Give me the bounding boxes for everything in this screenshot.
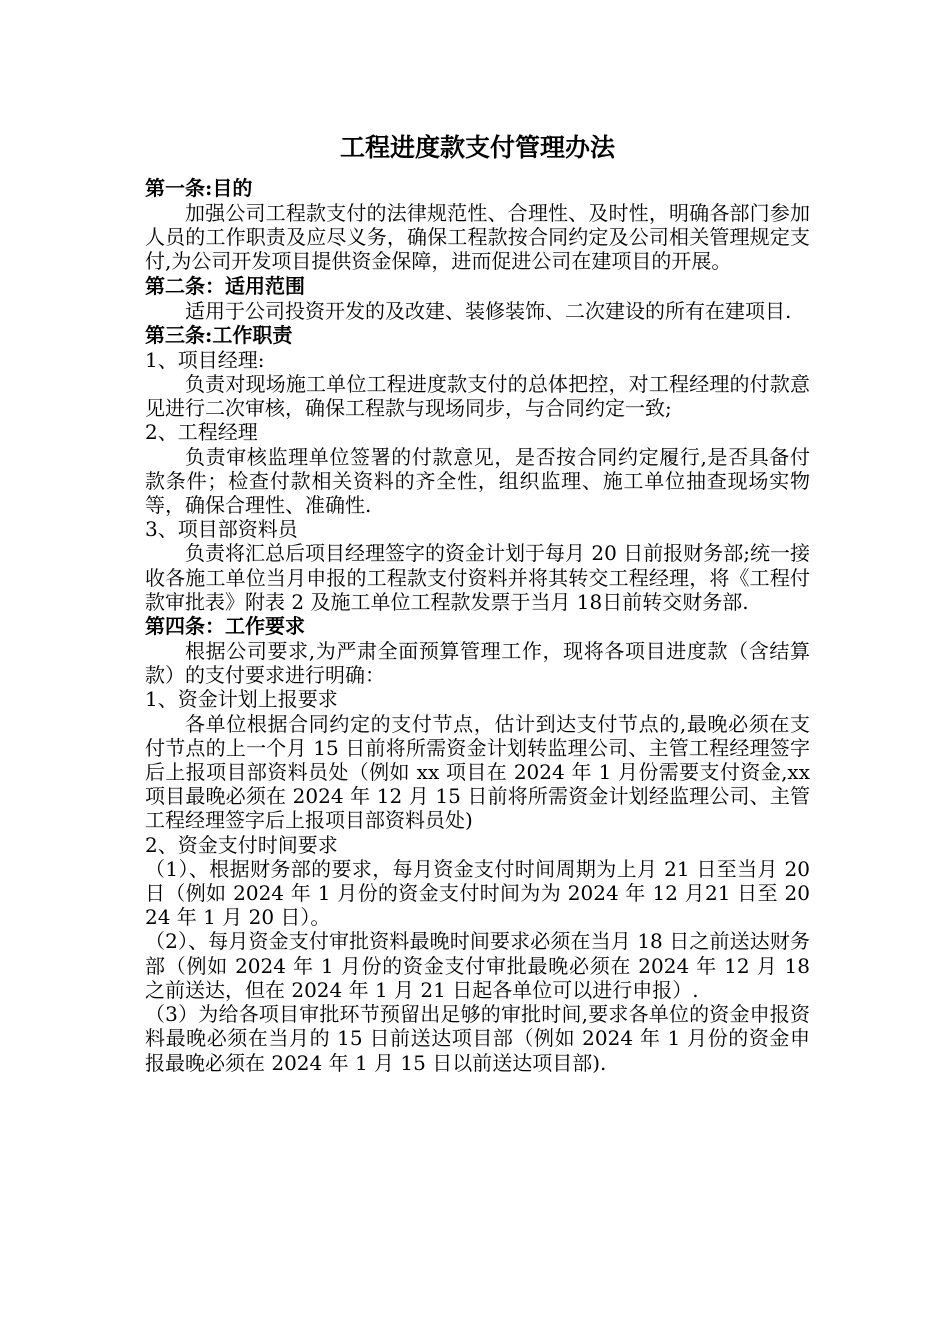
document-title: 工程进度款支付管理办法 — [339, 133, 615, 162]
section-4-heading: 第四条：工作要求 — [145, 614, 305, 639]
section-3-heading: 第三条:工作职责 — [145, 322, 293, 347]
section-3-item-3-text: 负责将汇总后项目经理签字的资金计划于每月 20 日前报财务部;统一接收各施工单位当月申报的工程款支付资料并将其转交工程经理，将《工程付款审批表》附表 2 及施工单位工程款发票于当月 18日前转交财务部. — [145, 541, 810, 614]
section-2-paragraph: 适用于公司投资开发的及改建、装修装饰、二次建设的所有在建项目. — [185, 298, 792, 323]
section-4-item-2-label: 2、资金支付时间要求 — [145, 832, 338, 857]
section-4-item-1-label: 1、资金计划上报要求 — [145, 687, 338, 712]
section-1-paragraph: 加强公司工程款支付的法律规范性、合理性、及时性，明确各部门参加人员的工作职责及应尽义务，确保工程款按合同约定及公司相关管理规定支付,为公司开发项目提供资金保障，进而促进公司在建项目的开展。 — [145, 201, 810, 274]
section-4-intro: 根据公司要求,为严肃全面预算管理工作，现将各项目进度款（含结算款）的支付要求进行明确： — [145, 639, 810, 688]
section-3-item-1-text: 负责对现场施工单位工程进度款支付的总体把控，对工程经理的付款意见进行二次审核，确保工程款与现场同步，与合同约定一致; — [145, 372, 810, 421]
section-3-item-2-text: 负责审核监理单位签署的付款意见，是否按合同约定履行,是否具备付款条件；检查付款相关资料的齐全性，组织监理、施工单位抽查现场实物等，确保合理性、准确性. — [145, 444, 810, 518]
section-2-heading: 第二条：适用范围 — [145, 273, 305, 298]
section-4-item-1-text: 各单位根据合同约定的支付节点，估计到达支付节点的,最晚必须在支付节点的上一个月 15 日前将所需资金计划转监理公司、主管工程经理签字后上报项目部资料员处（例如 xx 项目在 2024 年 1 月份需要支付资金,xx 项目最晚必须在 2024 年 12 月 15 日前将所需资金计划经监理公司、主管工程经理签字后上报项目部资料员处) — [145, 711, 810, 833]
section-3-item-3-label: 3、项目部资料员 — [145, 517, 298, 542]
section-4-sub-3: （3）为给各项目审批环节预留出足够的审批时间,要求各单位的资金申报资料最晚必须在当月的 15 日前送达项目部（例如 2024 年 1 月份的资金申报最晚必须在 2024 年 1 月 15 日以前送达项目部). — [145, 1002, 810, 1075]
section-1-heading: 第一条:目的 — [145, 176, 253, 200]
section-3-item-1-label: 1、项目经理: — [145, 347, 265, 372]
section-4-sub-2: （2）、每月资金支付审批资料最晚时间要求必须在当月 18 日之前送达财务部（例如 2024 年 1 月份的资金支付审批最晚必须在 2024 年 12 月 18 之前送达，但在 2024 年 1 月 21 日起各单位可以进行申报）. — [145, 929, 810, 1002]
section-4-sub-1: （1）、根据财务部的要求，每月资金支付时间周期为上月 21 日至当月 20 日（例如 2024 年 1 月份的资金支付时间为为 2024 年 12 月21 日至 2024 年 1 月 20 日）。 — [145, 856, 810, 930]
section-3-item-2-label: 2、工程经理 — [145, 420, 258, 445]
document-page — [145, 130, 810, 1075]
